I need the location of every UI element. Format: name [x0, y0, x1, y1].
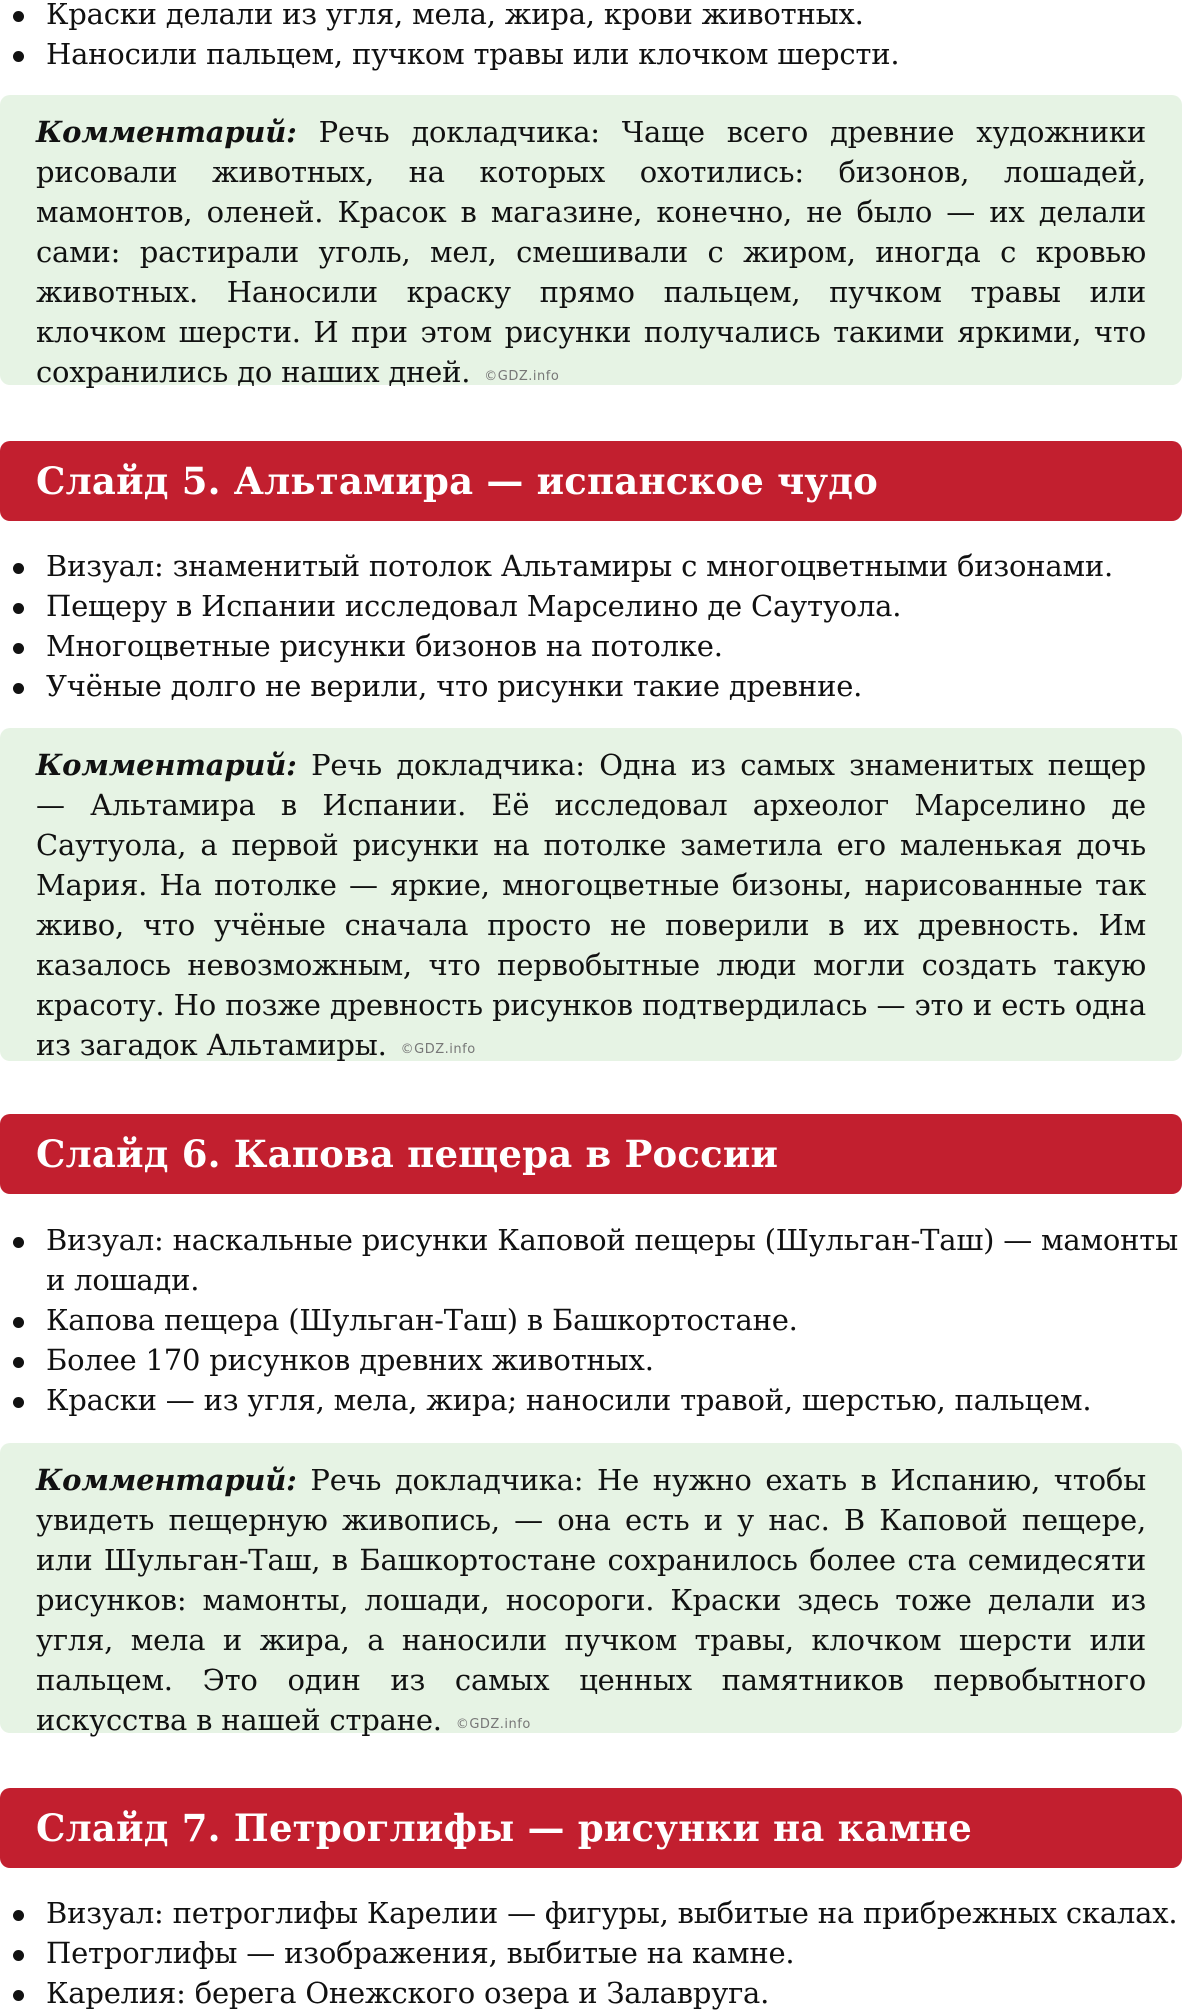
slide-5-bullet-list — [10, 546, 1180, 706]
bullet-text: Многоцветные рисунки бизонов на потолке. — [46, 629, 723, 663]
comment-box — [0, 728, 1182, 1061]
list-item — [10, 586, 1180, 626]
list-item — [10, 1933, 1180, 1973]
watermark: ©GDZ.info — [455, 1717, 531, 1732]
list-item — [10, 1893, 1180, 1933]
bullet-icon — [13, 1397, 24, 1408]
comment-text — [36, 112, 1146, 397]
list-item — [10, 546, 1180, 586]
watermark: ©GDZ.info — [400, 1042, 476, 1057]
bullet-icon — [13, 603, 24, 614]
bullet-icon — [13, 11, 24, 22]
bullet-icon — [13, 1317, 24, 1328]
bullet-text: Петроглифы — изображения, выбитые на камне. — [46, 1936, 795, 1970]
slide-7-bullet-list — [10, 1893, 1180, 2013]
comment-label: Комментарий: — [36, 115, 297, 149]
comment-text — [36, 745, 1146, 1070]
comment-box — [0, 95, 1182, 389]
comment-body: Речь докладчика: Чаще всего древние художники рисовали животных, на которых охотились: бизонов, лошадей, мамонтов, оленей. Красок в магазине, конечно, не было — их делали сами: растирали уголь, мел, смешивали с жиром, иногда с кровью животных. Наносили краску прямо пальцем, пучком травы или клочком шерсти. И при этом рисунки получались такими яркими, что сохранились до наших дней. — [36, 115, 1146, 389]
list-item — [10, 0, 1180, 34]
bullet-text: Краски делали из угля, мела, жира, крови животных. — [46, 0, 864, 31]
list-item — [10, 1340, 1180, 1380]
bullet-text: Учёные долго не верили, что рисунки такие древние. — [46, 669, 863, 703]
comment-body: Речь докладчика: Не нужно ехать в Испанию, чтобы увидеть пещерную живопись, — она есть и у нас. В Каповой пещере, или Шульган-Таш, в Башкортостане сохранилось более ста семидесяти рисунков: мамонты, лошади, носороги. Краски здесь тоже делали из угля, мела и жира, а наносили пучком травы, клочком шерсти или пальцем. Это один из самых ценных памятников первобытного искусства в нашей стране. — [36, 1463, 1146, 1737]
bullet-text: Наносили пальцем, пучком травы или клочком шерсти. — [46, 37, 900, 71]
bullet-text: Капова пещера (Шульган-Таш) в Башкортостане. — [46, 1303, 798, 1337]
intro-bullet-list — [10, 0, 1180, 74]
bullet-text: Карелия: берега Онежского озера и Залавруга. — [46, 1976, 770, 2010]
watermark: ©GDZ.info — [484, 369, 560, 384]
list-item — [10, 34, 1180, 74]
bullet-icon — [13, 1950, 24, 1961]
comment-box — [0, 1443, 1182, 1737]
list-item — [10, 1300, 1180, 1340]
bullet-icon — [13, 1990, 24, 2001]
bullet-text: Краски — из угля, мела, жира; наносили травой, шерстью, пальцем. — [46, 1383, 1092, 1417]
bullet-icon — [13, 643, 24, 654]
bullet-text: Пещеру в Испании исследовал Марселино де Саутуола. — [46, 589, 902, 623]
comment-label: Комментарий: — [36, 1463, 297, 1497]
slide-6-header: Слайд 6. Капова пещера в России — [0, 1114, 1182, 1194]
list-item — [10, 666, 1180, 706]
bullet-icon — [13, 1237, 24, 1248]
slide-7-header: Слайд 7. Петроглифы — рисунки на камне — [0, 1788, 1182, 1868]
list-item — [10, 1973, 1180, 2013]
comment-text — [36, 1460, 1146, 1745]
bullet-text: Визуал: знаменитый потолок Альтамиры с многоцветными бизонами. — [46, 549, 1114, 583]
bullet-icon — [13, 683, 24, 694]
bullet-icon — [13, 1910, 24, 1921]
list-item — [10, 1380, 1180, 1420]
comment-body: Речь докладчика: Одна из самых знаменитых пещер — Альтамира в Испании. Её исследовал археолог Марселино де Саутуола, а первой рисунки на потолке заметила его маленькая дочь Мария. На потолке — яркие, многоцветные бизоны, нарисованные так живо, что учёные сначала просто не поверили в их древность. Им казалось невозможным, что первобытные люди могли создать такую красоту. Но позже древность рисунков подтвердилась — это и есть одна из загадок Альтамиры. — [36, 748, 1146, 1062]
list-item — [10, 1220, 1180, 1300]
bullet-icon — [13, 51, 24, 62]
slide-5-header: Слайд 5. Альтамира — испанское чудо — [0, 441, 1182, 521]
slide-6-bullet-list — [10, 1220, 1180, 1420]
bullet-text: Визуал: наскальные рисунки Каповой пещеры (Шульган-Таш) — мамонты и лошади. — [46, 1223, 1178, 1297]
bullet-icon — [13, 563, 24, 574]
bullet-icon — [13, 1357, 24, 1368]
bullet-text: Визуал: петроглифы Карелии — фигуры, выбитые на прибрежных скалах. — [46, 1896, 1178, 1930]
comment-label: Комментарий: — [36, 748, 297, 782]
bullet-text: Более 170 рисунков древних животных. — [46, 1343, 654, 1377]
list-item — [10, 626, 1180, 666]
